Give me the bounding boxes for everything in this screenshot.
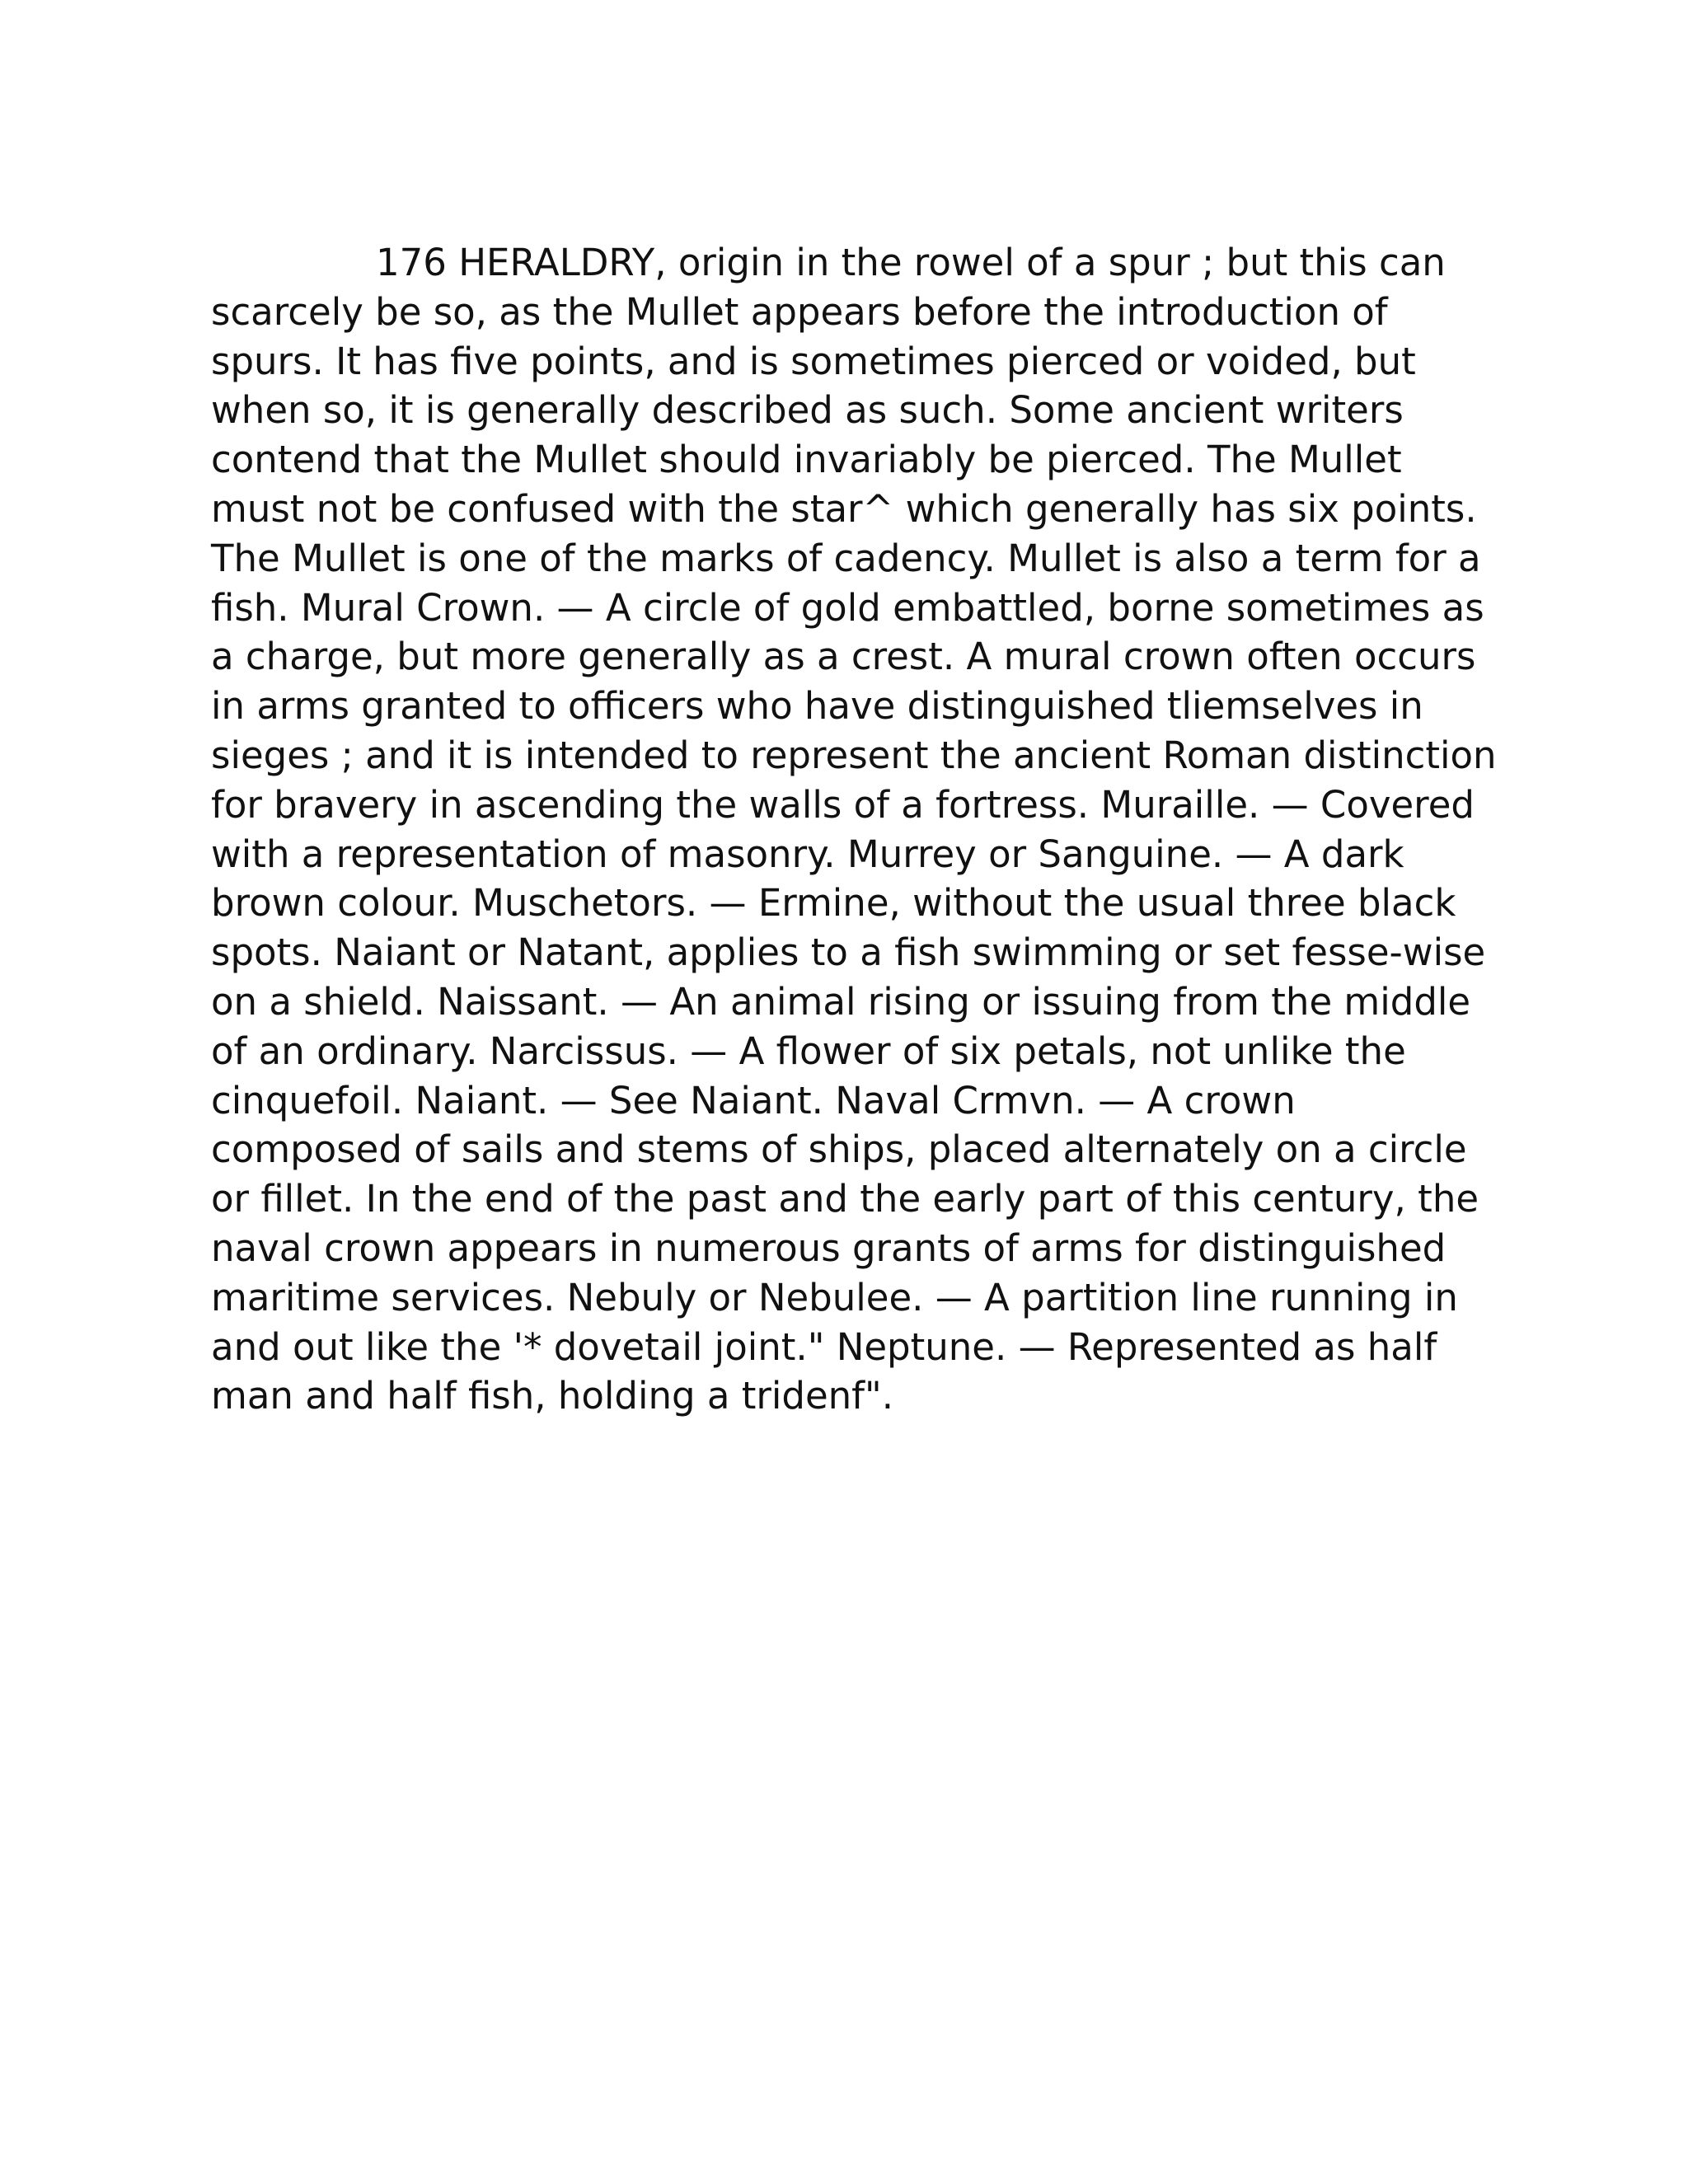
text-line: spurs. It has five points, and is sometimes pierced or voided, but xyxy=(211,339,1416,383)
text-line: for bravery in ascending the walls of a fortress. Muraille. — Covered xyxy=(211,782,1475,827)
text-line: with a representation of masonry. Murrey or Sanguine. — A dark xyxy=(211,832,1404,876)
text-line: must not be confused with the star^ which generally has six points. xyxy=(211,486,1477,531)
text-line: and out like the '* dovetail joint." Neptune. — Represented as half xyxy=(211,1324,1437,1369)
text-line: maritime services. Nebuly or Nebulee. — A partition line running in xyxy=(211,1275,1458,1319)
text-line: in arms granted to officers who have distinguished tliemselves in xyxy=(211,684,1423,729)
text-line: when so, it is generally described as such. Some ancient writers xyxy=(211,388,1404,433)
text-line: composed of sails and stems of ships, placed alternately on a circle xyxy=(211,1127,1467,1172)
text-line: 176 HERALDRY, origin in the rowel of a spur ; but this can xyxy=(376,241,1446,284)
text-line: on a shield. Naissant. — An animal rising or issuing from the middle xyxy=(211,979,1471,1024)
text-line: cinquefoil. Naiant. — See Naiant. Naval Crmvn. — A crown xyxy=(211,1078,1296,1122)
text-line: or fillet. In the end of the past and the early part of this century, the xyxy=(211,1177,1479,1221)
text-line: scarcely be so, as the Mullet appears before the introduction of xyxy=(211,289,1388,334)
text-line: sieges ; and it is intended to represent the ancient Roman distinction xyxy=(211,733,1497,777)
text-line: naval crown appears in numerous grants of arms for distinguished xyxy=(211,1226,1447,1270)
text-line: contend that the Mullet should invariably be pierced. The Mullet xyxy=(211,438,1402,482)
text-line: spots. Naiant or Natant, applies to a fish swimming or set fesse-wise xyxy=(211,930,1486,975)
text-line: brown colour. Muschetors. — Ermine, without the usual three black xyxy=(211,881,1456,926)
text-line: a charge, but more generally as a crest. A mural crown often occurs xyxy=(211,635,1476,679)
text-line: man and half fish, holding a tridenf". xyxy=(211,1374,894,1418)
text-line: of an ordinary. Narcissus. — A flower of six petals, not unlike the xyxy=(211,1029,1406,1073)
body-text xyxy=(211,238,1497,1421)
text-line: fish. Mural Crown. — A circle of gold embattled, borne sometimes as xyxy=(211,585,1484,630)
text-line: The Mullet is one of the marks of cadency. Mullet is also a term for a xyxy=(211,536,1481,580)
